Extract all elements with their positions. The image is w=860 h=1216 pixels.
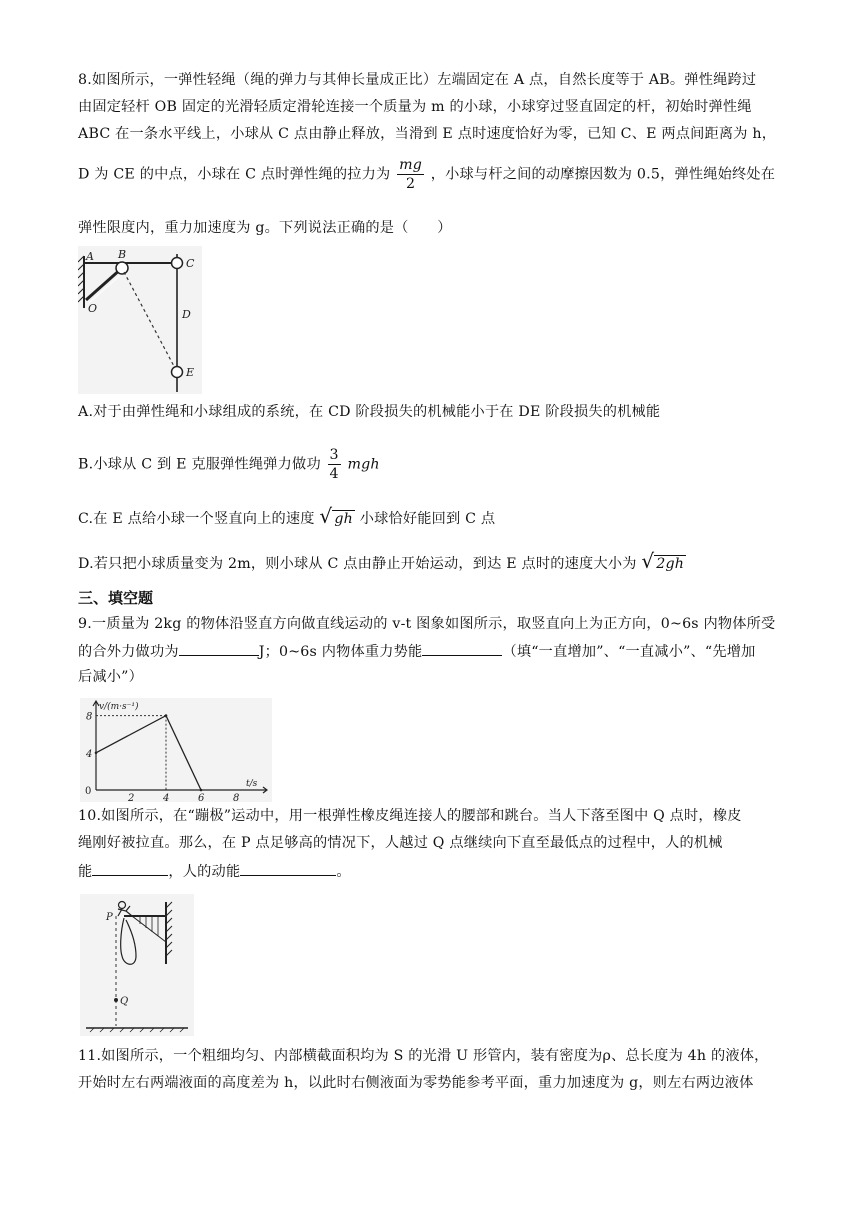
answer-blank-kinetic[interactable] [240, 861, 336, 876]
data-point [95, 752, 98, 755]
data-point [200, 789, 203, 792]
fraction-numerator: mg [399, 157, 423, 173]
q8-line-2: 由固定轻杆 OB 固定的光滑轻质定滑轮连接一个质量为 m 的小球，小球穿过竖直固定的杆，初始时弹性绳 [78, 99, 752, 115]
y-tick-label: 8 [86, 711, 93, 723]
section-title: 三、填空题 [78, 589, 154, 607]
q8-option-b [78, 446, 380, 483]
data-point [165, 714, 168, 717]
q11-line-1: 11.如图所示，一个粗细均匀、内部横截面积均为 S 的光滑 U 形管内，装有密度为ρ、总长度为 4h 的液体， [78, 1048, 769, 1064]
q9-line-1: 9.一质量为 2kg 的物体沿竖直方向做直线运动的 v-t 图象如图所示，取竖直向上为正方向，0~6s 内物体所受 [78, 616, 776, 632]
sqrt-gh: √ gh [319, 504, 353, 528]
x-axis-label: t/s [246, 779, 258, 789]
q8-line-1: 8.如图所示，一弹性轻绳（绳的弹力与其伸长量成正比）左端固定在 A 点，自然长度等于 AB。弹性绳跨过 [78, 72, 757, 88]
q8-figure [78, 246, 202, 394]
q10-line-1: 10.如图所示，在“蹦极”运动中，用一根弹性橡皮绳连接人的腰部和跳台。当人下落至图中 Q 点时，橡皮 [78, 808, 742, 824]
option-b-text: B.小球从 C 到 E 克服弹性绳弹力做功 [78, 456, 321, 473]
sqrt-2gh-body: 2gh [656, 556, 685, 572]
q8-option-d [78, 551, 686, 574]
x-tick-label: 8 [233, 793, 240, 802]
option-b-mgh: mgh [347, 456, 380, 473]
q9-line-3: 后减小”） [78, 669, 144, 685]
q8-line-4-tail: ，小球与杆之间的动摩擦因数为 0.5，弹性绳始终处在 [430, 166, 776, 183]
q8-line-4-text: D 为 CE 的中点，小球在 C 点时弹性绳的拉力为 [78, 166, 391, 183]
sqrt-gh-body: gh [334, 511, 353, 527]
q9-line-2-tail: （填“一直增加”、“一直减小”、“先增加 [502, 644, 756, 660]
bungee-figure [80, 894, 194, 1036]
label-q: Q [120, 996, 129, 1007]
answer-blank-potential[interactable] [422, 641, 502, 656]
label-a: A [86, 250, 94, 263]
q8-option-a: A.对于由弹性绳和小球组成的系统，在 CD 阶段损失的机械能小于在 DE 阶段损失的机械能 [78, 404, 661, 420]
label-b: B [118, 248, 127, 261]
x-tick-label: 4 [163, 793, 170, 802]
y-tick-label: 4 [86, 748, 93, 760]
x-tick-label: 6 [198, 793, 205, 802]
q10-line-3-mid: ，人的动能 [168, 864, 241, 880]
option-b-numerator: 3 [329, 447, 339, 463]
q9-line-2 [78, 641, 756, 662]
q10-line-3 [78, 861, 351, 882]
option-d-text: D.若只把小球质量变为 2m，则小球从 C 点由静止开始运动，到达 E 点时的速度大小为 [78, 556, 637, 572]
label-o: O [88, 302, 98, 315]
q10-line-3-tail: 。 [336, 864, 351, 880]
option-c-tail: 小球恰好能回到 C 点 [359, 511, 496, 527]
vt-chart [80, 698, 272, 802]
q11-line-2: 开始时左右两端液面的高度差为 h，以此时右侧液面为零势能参考平面，重力加速度为 g，则左右两边液体 [78, 1075, 754, 1091]
q8-option-c [78, 506, 495, 529]
q9-line-2-mid: J；0~6s 内物体重力势能 [258, 644, 423, 660]
q8-line-5: 弹性限度内，重力加速度为 g。下列说法正确的是（ ） [78, 220, 452, 236]
sqrt-2gh: √ 2gh [641, 549, 685, 573]
option-b-denominator: 4 [329, 466, 339, 482]
tension-fraction [397, 156, 424, 193]
label-c: C [186, 257, 195, 270]
y-axis-label: v/(m·s⁻¹) [99, 702, 139, 712]
fraction-denominator: 2 [405, 176, 416, 192]
x-tick-label: 2 [128, 793, 135, 802]
q9-line-2-text: 的合外力做功为 [78, 644, 179, 660]
q8-line-3: ABC 在一条水平线上，小球从 C 点由静止释放，当滑到 E 点时速度恰好为零，已知 C、E 两点间距离为 h， [78, 126, 777, 142]
answer-blank-work[interactable] [179, 641, 259, 656]
label-p: P [106, 912, 113, 923]
option-b-fraction [328, 446, 341, 483]
option-c-text: C.在 E 点给小球一个竖直向上的速度 [78, 511, 315, 527]
q10-line-2: 绳刚好被拉直。那么，在 P 点足够高的情况下，人越过 Q 点继续向下直至最低点的过程中，人的机械 [78, 835, 723, 851]
origin-label: 0 [85, 786, 92, 797]
q8-line-4 [78, 156, 775, 193]
q10-line-3-text: 能 [78, 864, 93, 880]
label-d: D [182, 308, 191, 321]
label-e: E [186, 366, 195, 379]
answer-blank-mechanical[interactable] [92, 861, 168, 876]
